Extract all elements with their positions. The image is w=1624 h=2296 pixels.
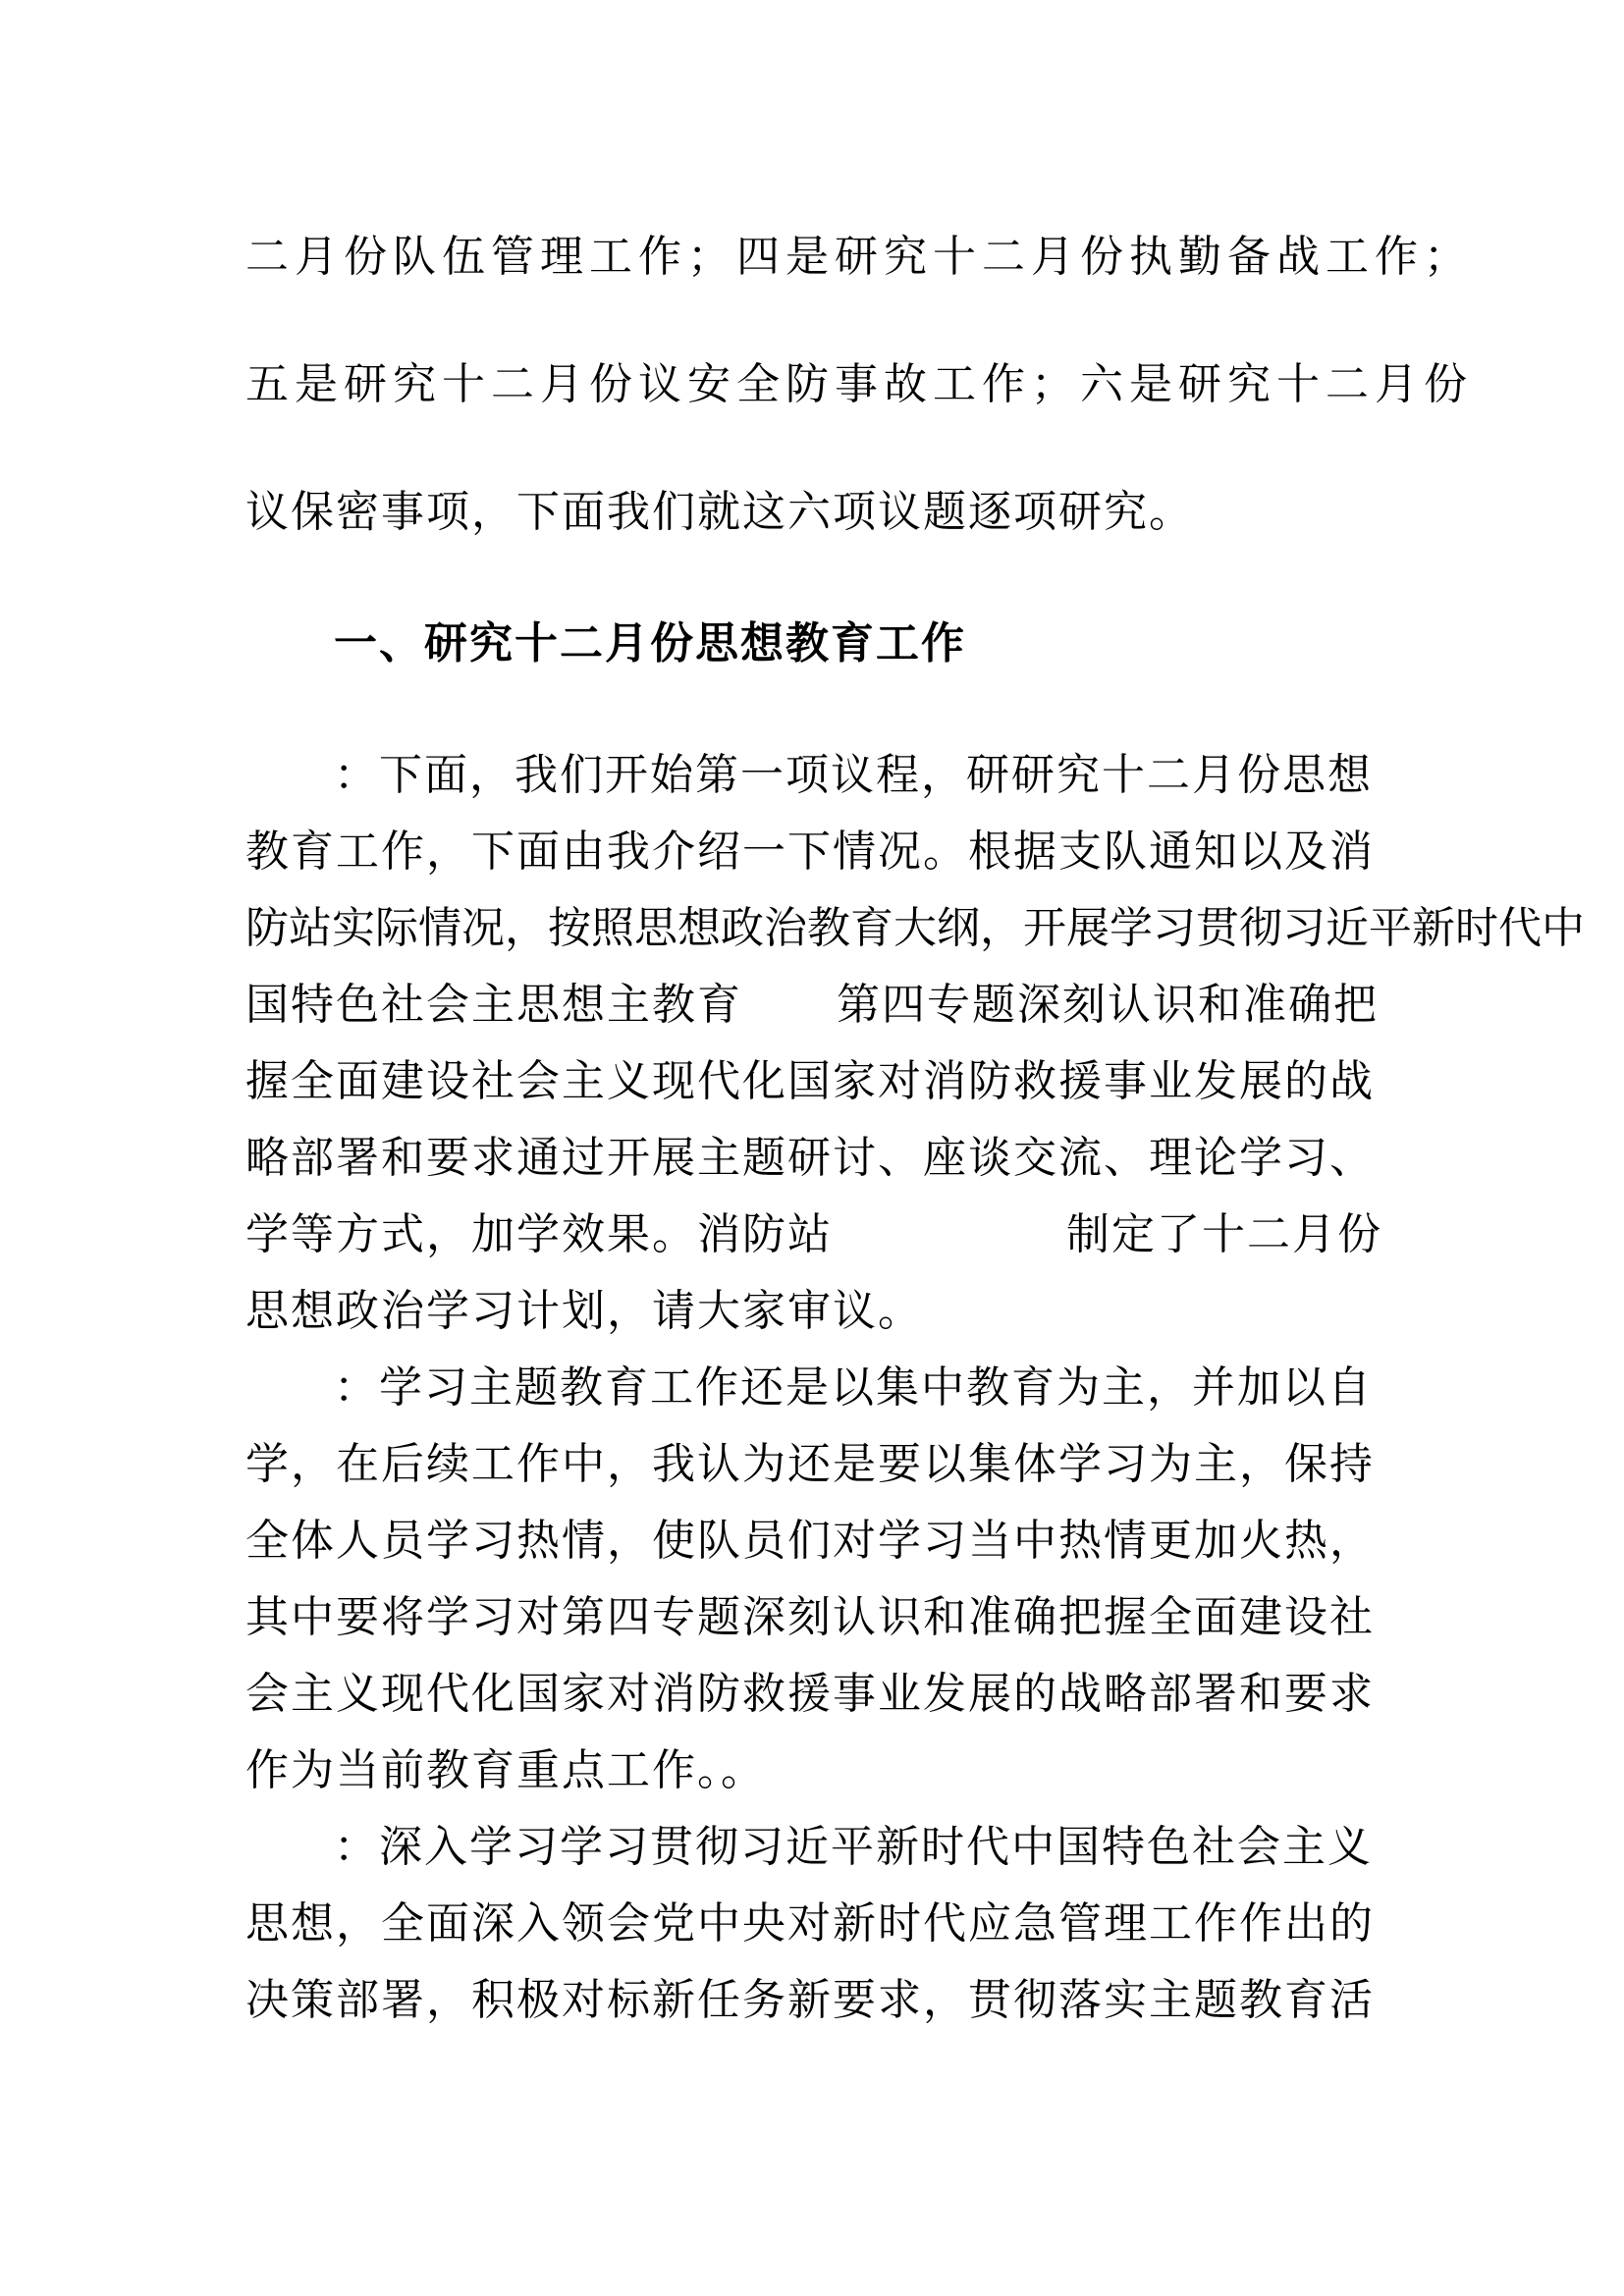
intro-line-1: 二月份队伍管理工作；四是研究十二月份执勤备战工作； xyxy=(245,232,1473,282)
para1-line-4a: 国特色社会主思想主教育 xyxy=(245,980,742,1030)
para3-line-1: ：深入学习学习贯彻习近平新时代中国特色社会主义 xyxy=(334,1822,1373,1872)
para2-line-3: 全体人员学习热情，使队员们对学习当中热情更加火热， xyxy=(245,1516,1375,1566)
section-heading xyxy=(334,614,1624,673)
para1-line-6: 略部署和要求通过开展主题研讨、座谈交流、理论学习、 xyxy=(245,1133,1375,1183)
para1-line-7b: 制定了十二月份 xyxy=(1066,1209,1382,1259)
para1-line-3: 防站实际情况，按照思想政治教育大纲，开展学习贯彻习近平新时代中 xyxy=(245,903,1585,953)
para1-line-7 xyxy=(245,1205,1624,1264)
para1-line-7a: 学等方式，加学效果。消防站 xyxy=(245,1209,833,1259)
para1-line-4 xyxy=(245,976,1624,1035)
para1-line-8: 思想政治学习计划，请大家审议。 xyxy=(245,1286,923,1336)
para1-line-5: 握全面建设社会主义现代化国家对消防救援事业发展的战 xyxy=(245,1056,1375,1106)
para2-line-5: 会主义现代化国家对消防救援事业发展的战略部署和要求 xyxy=(245,1669,1375,1719)
para2-line-6: 作为当前教育重点工作。。 xyxy=(245,1745,766,1795)
para1-line-1: ：下面，我们开始第一项议程，研研究十二月份思想 xyxy=(334,750,1373,800)
para3-line-3: 决策部署，积极对标新任务新要求，贯彻落实主题教育活 xyxy=(245,1975,1375,2025)
para2-line-2: 学，在后续工作中，我认为还是要以集体学习为主，保持 xyxy=(245,1439,1375,1489)
para2-line-1: ：学习主题教育工作还是以集中教育为主，并加以自 xyxy=(334,1362,1373,1413)
para3-line-2: 思想，全面深入领会党中央对新时代应急管理工作作出的 xyxy=(245,1898,1375,1949)
para1-line-4b: 第四专题深刻认识和准确把 xyxy=(837,980,1379,1030)
para2-line-4: 其中要将学习对第四专题深刻认识和准确把握全面建设社 xyxy=(245,1592,1375,1642)
para1-line-2: 教育工作，下面由我介绍一下情况。根据支队通知以及消 xyxy=(245,827,1375,877)
heading-text: 一、研究十二月份思想教育工作 xyxy=(334,618,966,668)
intro-line-2: 五是研究十二月份议安全防事故工作；六是研究十二月份 xyxy=(245,359,1473,409)
intro-line-3: 议保密事项，下面我们就这六项议题逐项研究。 xyxy=(245,487,1194,537)
